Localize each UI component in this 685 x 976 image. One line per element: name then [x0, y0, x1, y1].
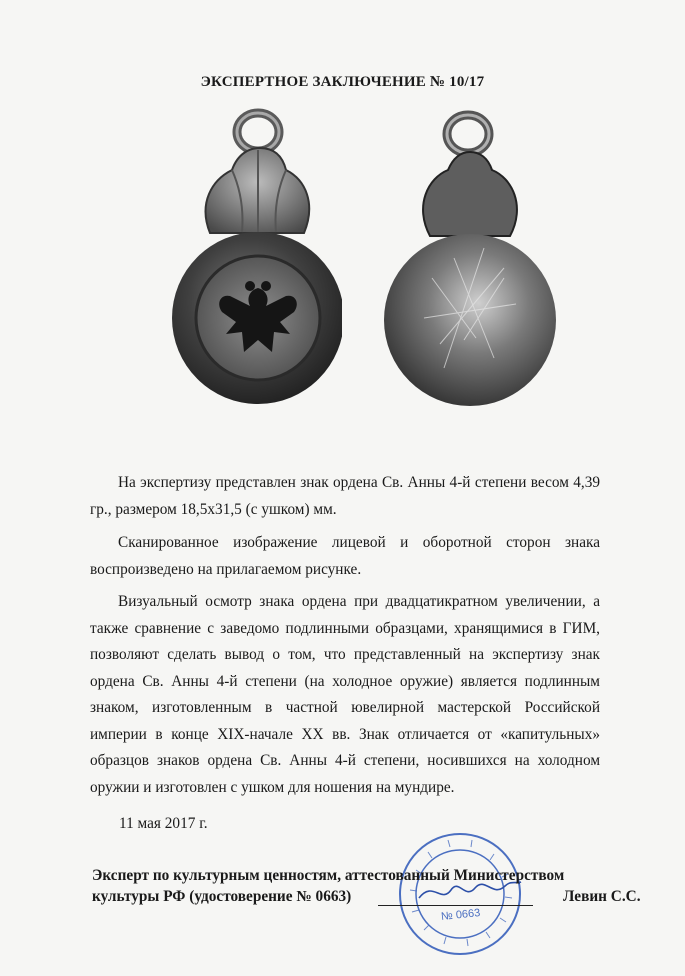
- paragraph-scan-text: Сканированное изображение лицевой и оборотной сторон знака воспроизведено на прилагаемом рисунке.: [90, 534, 600, 578]
- expert-name: Левин С.С.: [563, 888, 641, 905]
- paragraph-conclusion-text: Визуальный осмотр знака ордена при двадцатикратном увеличении, а также сравнение с заведомо подлинными образцами, хранящимися в ГИМ, позволяют сделать вывод о том, что представленный на экспертизу знак ордена Св. Анны 4-й степени (на холодное оружие) является подлинным знаком, изготовленным в частной ювелирной мастерской Российской империи в конце XIX-начале XX вв. Знак отличается от «капитульных» образцов знаков ордена Св. Анны 4-й степени, носившихся на холодном оружии и изготовлен с ушком для ношения на мундире.: [90, 593, 600, 796]
- document-date: 11 мая 2017 г.: [119, 815, 208, 832]
- paragraph-scan: [90, 530, 600, 583]
- badge-reverse-image: [384, 108, 564, 418]
- signature-line: [378, 905, 533, 906]
- stamp-number: № 0663: [440, 906, 481, 924]
- expert-credentials-line-2: культуры РФ (удостоверение № 0663): [92, 888, 352, 905]
- paragraph-submission-text: На экспертизу представлен знак ордена Св. Анны 4-й степени весом 4,39 гр., размером 18,5х31,5 (с ушком) мм.: [90, 474, 600, 518]
- paragraph-submission: [90, 470, 600, 523]
- badge-obverse-image: [170, 108, 342, 418]
- expert-credentials-line-1: Эксперт по культурным ценностям, аттестованный Министерством: [92, 867, 565, 884]
- paragraph-conclusion: [90, 589, 600, 801]
- document-title: ЭКСПЕРТНОЕ ЗАКЛЮЧЕНИЕ № 10/17: [200, 74, 485, 90]
